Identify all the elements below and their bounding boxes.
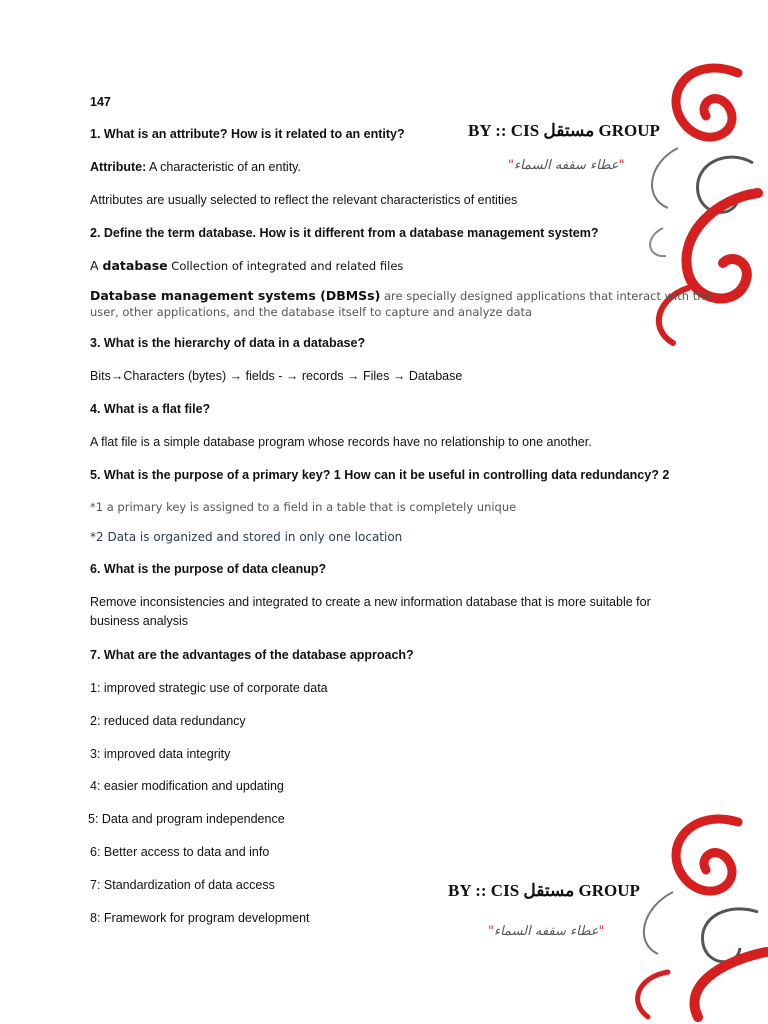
quote-open: " xyxy=(598,924,605,939)
answer-1 xyxy=(90,160,301,174)
answer-6-line-2: business analysis xyxy=(90,614,188,628)
answer-5-2: *2 Data is organized and stored in only one location xyxy=(90,530,403,544)
advantage-item: 5: Data and program independence xyxy=(88,812,285,826)
answer-3: Bits→Characters (bytes) → fields - → records → Files → Database xyxy=(90,369,463,383)
quote-open: " xyxy=(618,158,625,173)
page-number: 147 xyxy=(90,95,111,109)
question-1: 1. What is an attribute? How is it related to an entity? xyxy=(90,127,405,141)
arabic-quote: عطاء سقفه السماء xyxy=(513,158,619,173)
question-2: 2. Define the term database. How is it different from a database management system? xyxy=(90,226,599,240)
dbms-term: Database management systems (DBMSs) xyxy=(90,288,381,303)
a-prefix: A xyxy=(90,258,103,273)
question-5: 5. What is the purpose of a primary key? 1 How can it be useful in controlling data redundancy? 2 xyxy=(90,468,670,482)
advantage-item: 8: Framework for program development xyxy=(90,911,310,925)
answer-4: A flat file is a simple database program whose records have no relationship to one another. xyxy=(90,435,592,449)
arabic-quote: عطاء سقفه السماء xyxy=(493,924,599,939)
database-definition: Collection of integrated and related files xyxy=(167,259,404,273)
answer-5-1: *1 a primary key is assigned to a field in a table that is completely unique xyxy=(90,500,517,514)
answer-6-line-1: Remove inconsistencies and integrated to create a new information database that is more suitable for xyxy=(90,595,651,609)
attribute-label: Attribute: xyxy=(90,160,147,174)
quote-close: " xyxy=(508,158,514,173)
attribute-definition: A characteristic of an entity. xyxy=(146,160,301,174)
advantage-item: 2: reduced data redundancy xyxy=(90,714,246,728)
advantage-item: 4: easier modification and updating xyxy=(90,779,284,793)
advantage-item: 1: improved strategic use of corporate data xyxy=(90,681,328,695)
brand-arabic-bottom xyxy=(488,924,605,939)
quote-close: " xyxy=(488,924,494,939)
advantage-item: 3: improved data integrity xyxy=(90,747,231,761)
brand-title-top: BY :: CIS مستقل GROUP xyxy=(468,121,660,140)
advantage-item: 7: Standardization of data access xyxy=(90,878,275,892)
question-3: 3. What is the hierarchy of data in a database? xyxy=(90,336,366,350)
advantage-item: 6: Better access to data and info xyxy=(90,845,270,859)
question-4: 4. What is a flat file? xyxy=(90,402,211,416)
brand-title-bottom: BY :: CIS مستقل GROUP xyxy=(448,881,640,900)
question-6: 6. What is the purpose of data cleanup? xyxy=(90,562,327,576)
question-7: 7. What are the advantages of the database approach? xyxy=(90,648,414,662)
swirl-ornament-top xyxy=(618,58,768,348)
swirl-ornament-bottom xyxy=(588,812,768,1022)
answer-2-database xyxy=(90,258,403,273)
dbms-definition-1: are specially designed applications that interact with the xyxy=(380,289,712,303)
database-term: database xyxy=(102,258,168,273)
dbms-definition-2: user, other applications, and the database itself to capture and analyze data xyxy=(90,305,533,319)
answer-2-dbms xyxy=(90,288,712,303)
answer-1-more: Attributes are usually selected to reflect the relevant characteristics of entities xyxy=(90,193,518,207)
brand-arabic-top xyxy=(508,158,625,173)
